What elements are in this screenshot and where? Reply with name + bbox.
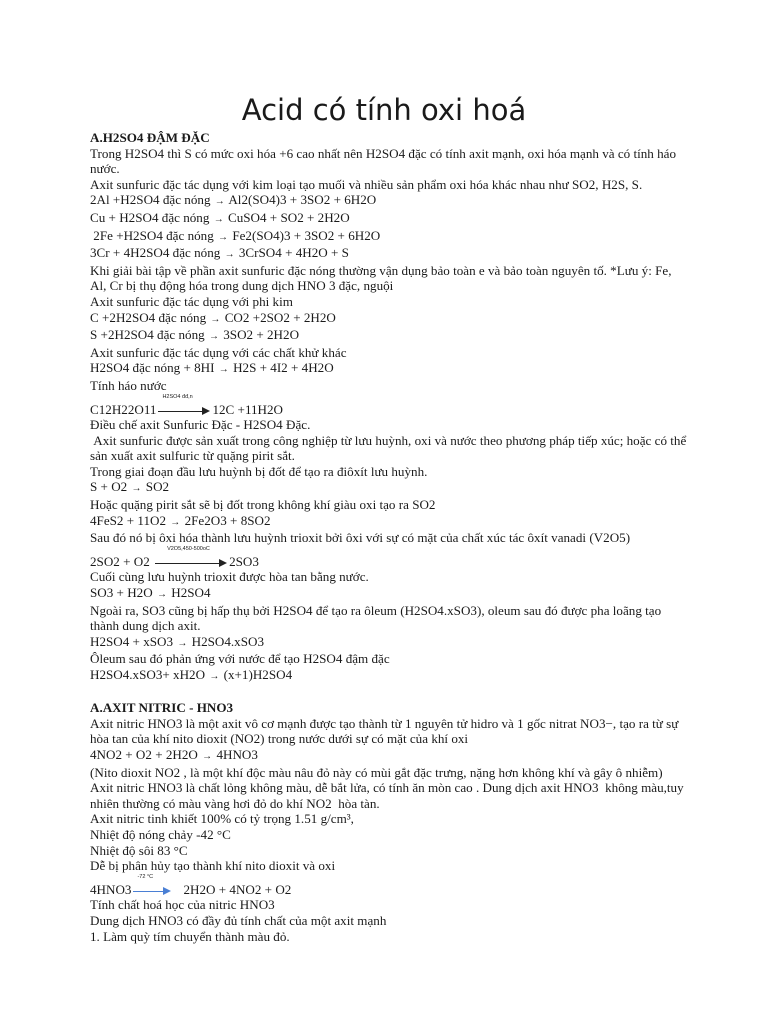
paragraph: Nhiệt độ nóng chảy -42 °C xyxy=(90,826,231,842)
reaction-line xyxy=(90,634,690,652)
products: CO2 +2SO2 + 2H2O xyxy=(224,309,336,325)
arrow-icon: → xyxy=(208,331,219,343)
reaction-line-with-condition xyxy=(90,873,690,898)
paragraph: Trong H2SO4 thì S có mức oxi hóa +6 cao nhất nên H2SO4 đặc có tính axit mạnh, oxi hóa mạnh và có tính háo nước. xyxy=(90,145,677,177)
arrow-icon: → xyxy=(218,364,229,376)
reactants: H2SO4 đặc nóng + 8HI xyxy=(90,360,215,376)
document-title: Acid có tính oxi hoá xyxy=(241,93,527,127)
products: 2Fe2O3 + 8SO2 xyxy=(184,512,271,528)
reactants: H2SO4 + xSO3 xyxy=(90,633,174,649)
section-heading-h2so4: A.H2SO4 ĐẬM ĐẶC xyxy=(90,130,210,145)
reactants: 4NO2 + O2 + 2H2O xyxy=(90,746,198,762)
paragraph: Trong giai đoạn đầu lưu huỳnh bị đốt để tạo ra điôxít lưu huỳnh. xyxy=(90,463,428,479)
reaction-line xyxy=(90,245,690,263)
reaction-line xyxy=(90,192,690,210)
reactants: S + O2 xyxy=(90,479,128,495)
products: H2S + 4I2 + 4H2O xyxy=(233,360,334,376)
paragraph: Axit sunfuric đặc tác dụng với kim loại tạo muối và nhiều sản phẩm oxi hóa khác nhau như SO2, H2S, S. xyxy=(90,176,643,192)
reaction-line xyxy=(90,513,690,531)
reaction-line xyxy=(90,667,690,685)
reactants: 2Fe +H2SO4 đặc nóng xyxy=(90,227,214,243)
reaction-line xyxy=(90,228,690,246)
reactants: 2Al +H2SO4 đặc nóng xyxy=(90,192,211,208)
paragraph: Axit sunfuric được sản xuất trong công nghiệp từ lưu huỳnh, oxi và nước theo phương pháp tiếp xúc; hoặc có thể sản xuất axit sulfuric từ quặng pirit sắt. xyxy=(90,432,690,464)
arrow-icon: → xyxy=(213,213,224,225)
products: Al2(SO4)3 + 3SO2 + 6H2O xyxy=(228,192,377,208)
paragraph: Cuối cùng lưu huỳnh trioxit được hòa tan bằng nước. xyxy=(90,569,369,585)
arrow-icon: → xyxy=(214,196,225,208)
arrow-icon: → xyxy=(210,313,221,325)
reaction-line xyxy=(90,327,690,345)
reactants: 3Cr + 4H2SO4 đặc nóng xyxy=(90,245,221,261)
paragraph: Dung dịch HNO3 có đầy đủ tính chất của một axit mạnh xyxy=(90,912,387,928)
paragraph: Axit nitric HNO3 là một axit vô cơ mạnh được tạo thành từ 1 nguyên tử hidro và 1 gốc nitrat NO3−, tạo ra từ sự hòa tan của khí nito dioxit (NO2) trong nước dưới sự có mặt của khí oxi xyxy=(90,715,679,747)
products: SO2 xyxy=(145,479,170,495)
reaction-condition: H2SO4 đđ,n xyxy=(162,393,193,400)
arrow-icon: → xyxy=(202,750,213,762)
reaction-line xyxy=(90,210,690,228)
reactants: C +2H2SO4 đặc nóng xyxy=(90,309,207,325)
paragraph: Tính háo nước xyxy=(90,377,167,393)
products: H2SO4.xSO3 xyxy=(191,633,265,649)
paragraph: Dễ bị phân hủy tạo thành khí nito dioxit và oxi xyxy=(90,858,336,874)
paragraph: Axit sunfuric đặc tác dụng với các chất khử khác xyxy=(90,344,347,360)
paragraph: Ngoài ra, SO3 cũng bị hấp thụ bởi H2SO4 để tạo ra ôleum (H2SO4.xSO3), oleum sau đó được pha loãng tạo thành dung dịch axit. xyxy=(90,602,662,634)
arrow-icon: → xyxy=(177,637,188,649)
products: 4HNO3 xyxy=(216,746,258,762)
paragraph: Khi giải bài tập về phần axit sunfuric đặc nóng thường vận dụng bảo toàn e và bảo toàn nguyên tố. *Lưu ý: Fe, Al, Cr bị thụ động hóa trong dung dịch HNO 3 đặc, nguội xyxy=(90,262,672,294)
paragraph: Axit nitric tinh khiết 100% có tỷ trọng 1.51 g/cm³, xyxy=(90,811,354,827)
paragraph: Axit nitric HNO3 là chất lỏng không màu, dễ bắt lửa, có tính ăn mòn cao . Dung dịch axit HNO3 không màu,tuy nhiên thường có màu vàng hơi đỏ do khí NO2 hòa tàn. xyxy=(90,780,687,811)
arrow-icon: → xyxy=(224,249,235,261)
reactants: S +2H2SO4 đặc nóng xyxy=(90,327,205,343)
arrow-icon: → xyxy=(209,671,220,682)
reaction-line xyxy=(90,585,690,603)
reactants: SO3 + H2O xyxy=(90,585,153,601)
reaction-line xyxy=(90,310,690,328)
reaction-line-with-condition xyxy=(90,545,690,570)
spacer xyxy=(90,685,690,701)
reaction-line xyxy=(90,747,690,765)
reaction-arrow-icon xyxy=(155,545,227,568)
paragraph: Hoặc quặng pirit sắt sẽ bị đốt trong không khí giàu oxi tạo ra SO2 xyxy=(90,497,436,513)
reaction-line xyxy=(90,360,690,378)
products: Fe2(SO4)3 + 3SO2 + 6H2O xyxy=(232,227,381,243)
products: 3SO2 + 2H2O xyxy=(223,327,300,343)
paragraph: Ôleum sau đó phản ứng với nước để tạo H2SO4 đậm đặc xyxy=(90,651,390,667)
products: CuSO4 + SO2 + 2H2O xyxy=(227,209,350,225)
products: 3CrSO4 + 4H2O + S xyxy=(238,245,349,261)
paragraph: Axit sunfuric đặc tác dụng với phi kim xyxy=(90,293,293,309)
paragraph: 1. Làm quỳ tím chuyển thành màu đỏ. xyxy=(90,928,290,944)
paragraph: Tính chất hoá học của nitric HNO3 xyxy=(90,897,275,913)
arrow-icon: → xyxy=(156,589,167,601)
paragraph: Sau đó nó bị ôxi hóa thành lưu huỳnh trioxit bởi ôxi với sự có mặt của chất xúc tác ôxít vanadi (V2O5) xyxy=(90,530,631,546)
reactants: 4HNO3 xyxy=(90,881,132,897)
reactants: 4FeS2 + 11O2 xyxy=(90,512,167,528)
products: 2SO3 xyxy=(229,553,259,569)
reaction-condition: V2O5,450-500oC xyxy=(167,545,210,552)
reactants: Cu + H2SO4 đặc nóng xyxy=(90,209,210,225)
section-heading-hno3: A.AXIT NITRIC - HNO3 xyxy=(90,700,234,716)
products: (x+1)H2SO4 xyxy=(223,667,293,682)
arrow-icon: → xyxy=(170,516,181,528)
reaction-arrow-icon xyxy=(158,393,210,416)
document-page xyxy=(90,0,690,944)
reactants: C12H22O11 xyxy=(90,401,157,417)
reaction-line xyxy=(90,479,690,497)
reaction-arrow-icon xyxy=(133,873,171,896)
reactants: H2SO4.xSO3+ xH2O xyxy=(90,667,206,682)
arrow-icon: → xyxy=(218,231,229,243)
arrow-icon: → xyxy=(131,483,142,495)
products: H2SO4 xyxy=(171,585,211,601)
reactants: 2SO2 + O2 xyxy=(90,553,150,569)
products: 12C +11H2O xyxy=(212,401,284,417)
reaction-condition: -72 °C xyxy=(137,873,154,880)
paragraph: Nhiệt độ sôi 83 °C xyxy=(90,842,188,858)
document-body xyxy=(90,130,690,944)
paragraph: (Nito dioxit NO2 , là một khí độc màu nâu đỏ này có mùi gắt đặc trưng, nặng hơn không khí và gây ô nhiễm) xyxy=(90,764,663,780)
paragraph: Điều chế axit Sunfuric Đặc - H2SO4 Đặc. xyxy=(90,417,311,433)
reaction-line-with-condition xyxy=(90,393,690,418)
products: 2H2O + 4NO2 + O2 xyxy=(183,881,292,897)
